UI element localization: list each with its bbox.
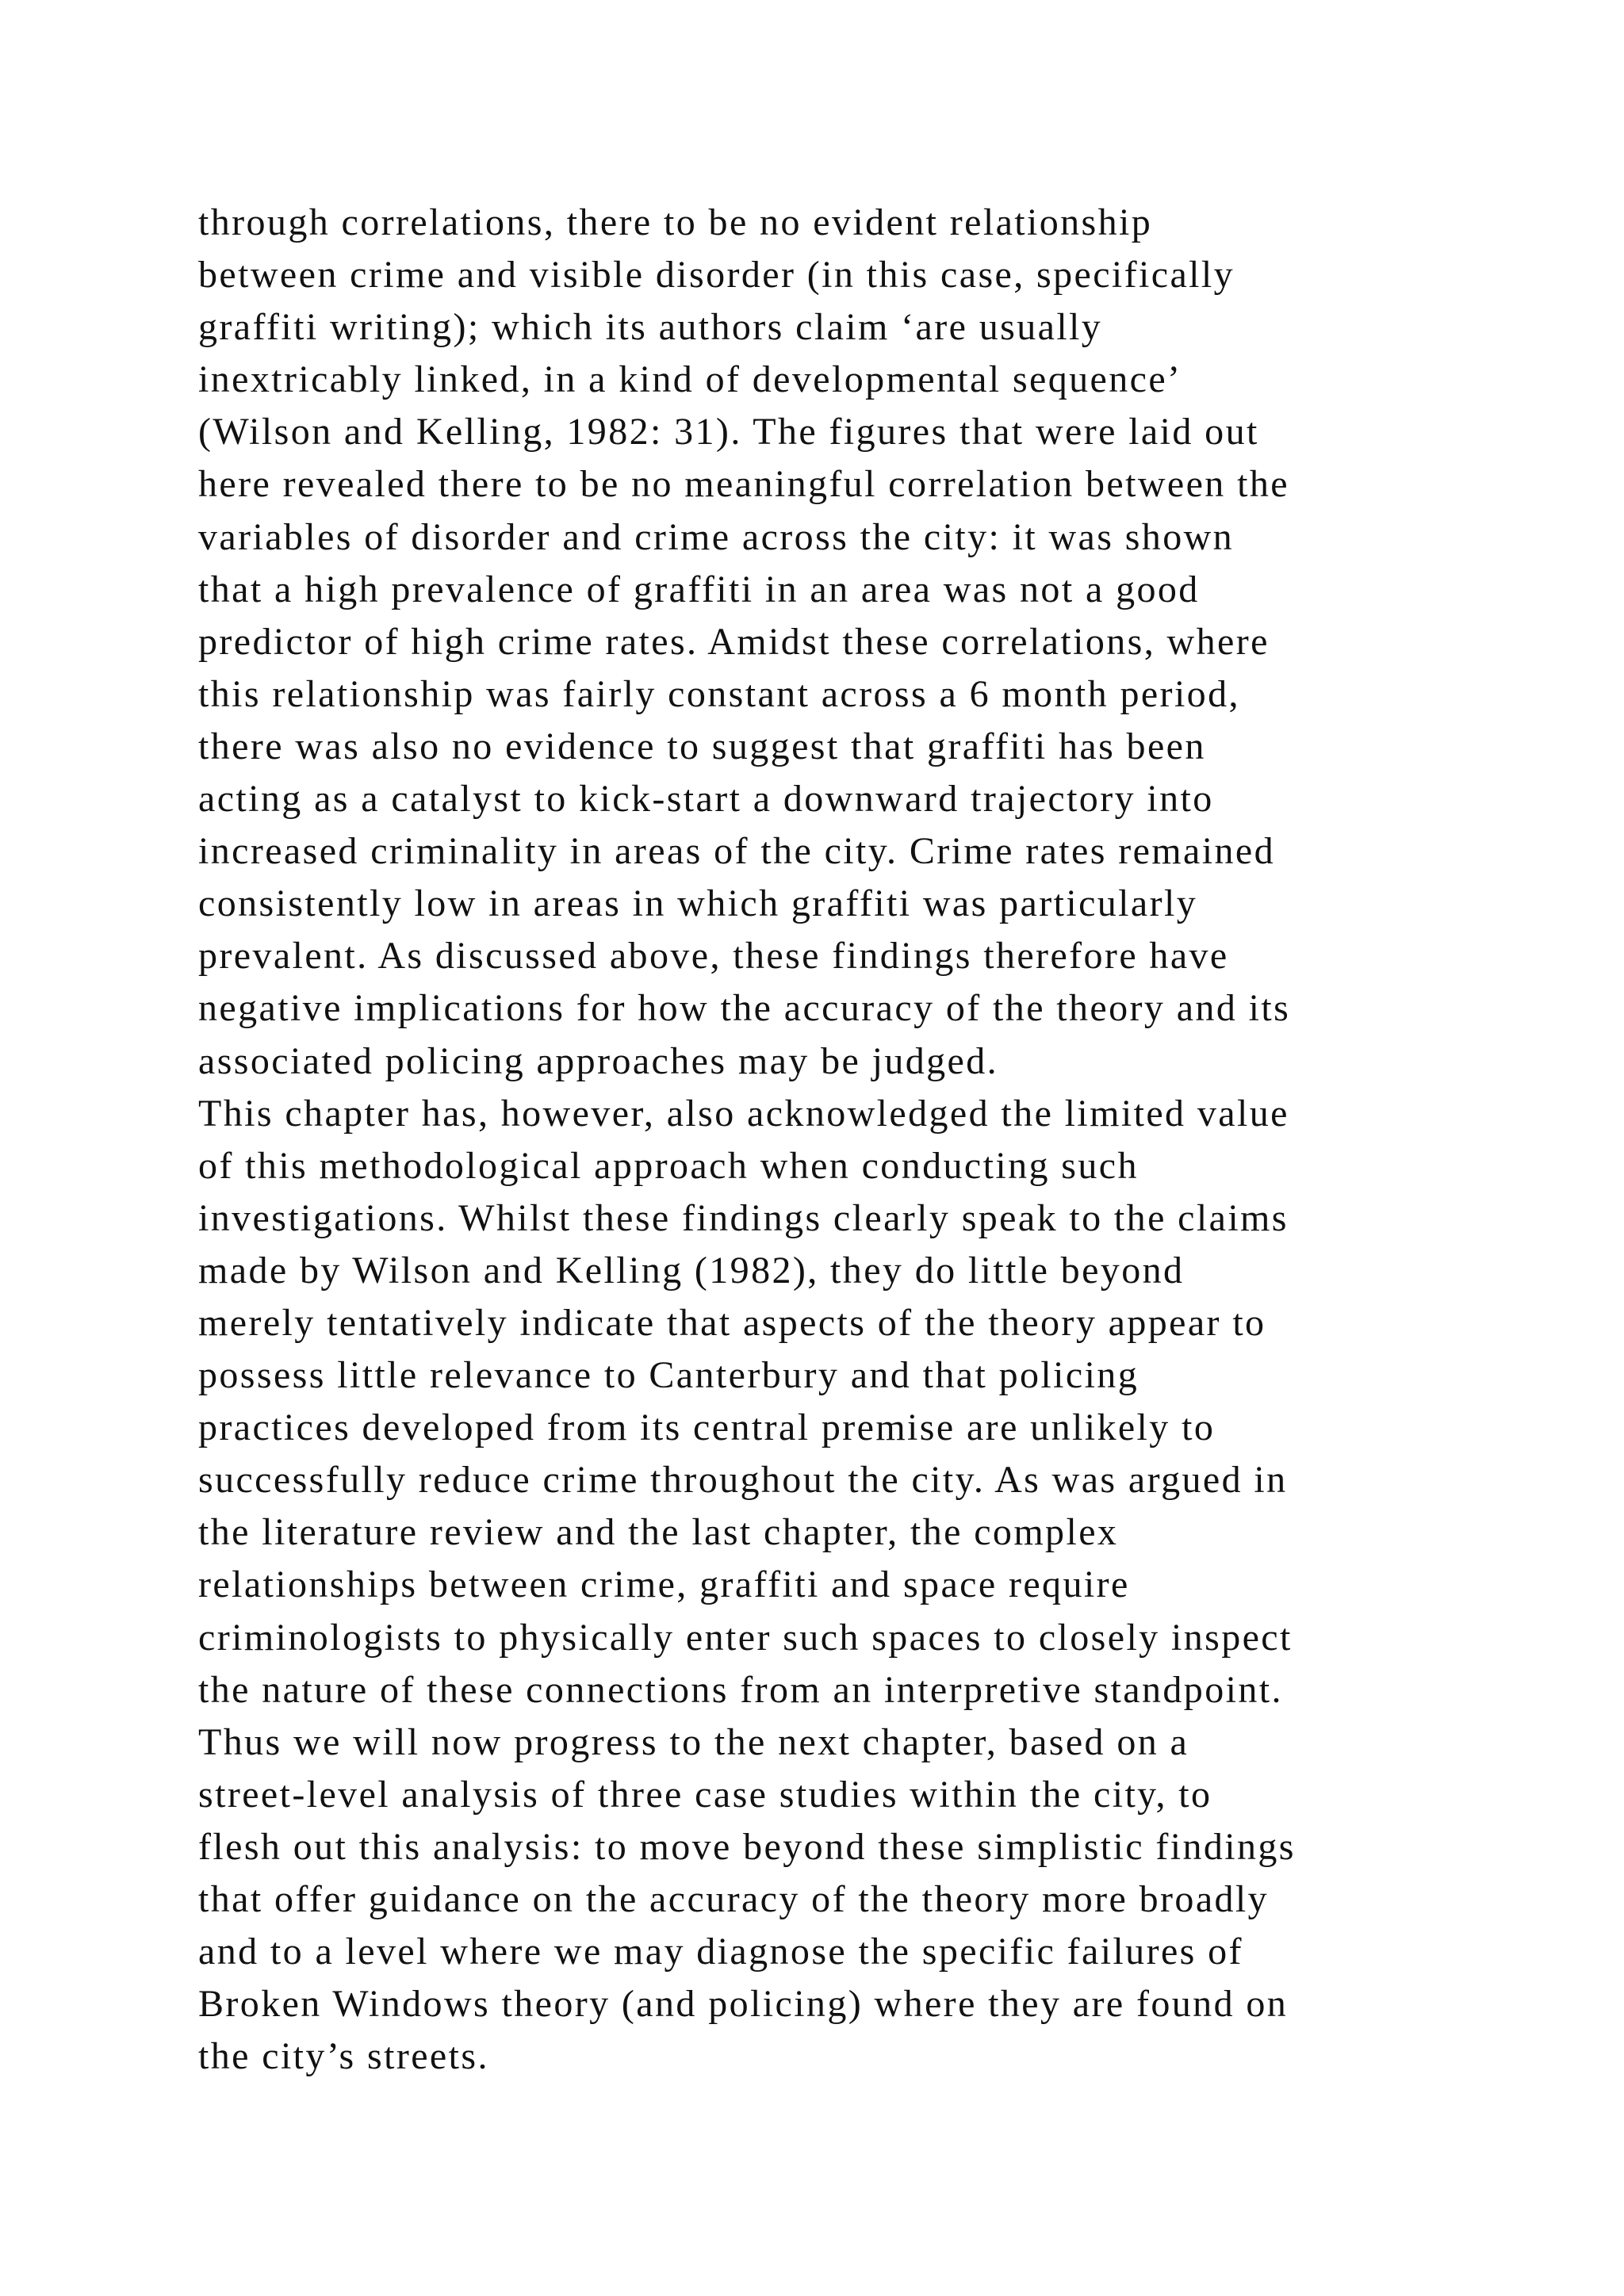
text-line: practices developed from its central premise are unlikely to bbox=[198, 1406, 1216, 1449]
text-line: predictor of high crime rates. Amidst these correlations, where bbox=[198, 620, 1270, 663]
text-line: that offer guidance on the accuracy of the theory more broadly bbox=[198, 1878, 1270, 1920]
text-line: the nature of these connections from an interpretive standpoint. bbox=[198, 1668, 1283, 1711]
text-line: relationships between crime, graffiti and space require bbox=[198, 1563, 1130, 1606]
text-line: criminologists to physically enter such spaces to closely inspect bbox=[198, 1616, 1293, 1659]
text-line: Thus we will now progress to the next chapter, based on a bbox=[198, 1720, 1189, 1763]
text-line: this relationship was fairly constant across a 6 month period, bbox=[198, 672, 1240, 715]
text-line: between crime and visible disorder (in this case, specifically bbox=[198, 254, 1235, 297]
text-line: (Wilson and Kelling, 1982: 31). The figures that were laid out bbox=[198, 411, 1259, 453]
text-line: through correlations, there to be no evident relationship bbox=[198, 201, 1153, 243]
text-line: made by Wilson and Kelling (1982), they do little beyond bbox=[198, 1249, 1185, 1292]
text-line: prevalent. As discussed above, these findings therefore have bbox=[198, 935, 1229, 978]
text-line: inextricably linked, in a kind of developmental sequence’ bbox=[198, 358, 1182, 401]
text-line: flesh out this analysis: to move beyond these simplistic findings bbox=[198, 1825, 1296, 1868]
text-line: that a high prevalence of graffiti in an area was not a good bbox=[198, 568, 1200, 610]
text-line: successfully reduce crime throughout the city. As was argued in bbox=[198, 1459, 1288, 1502]
text-line: merely tentatively indicate that aspects of the theory appear to bbox=[198, 1301, 1266, 1344]
body-text bbox=[198, 197, 1546, 2083]
text-line: and to a level where we may diagnose the specific failures of bbox=[198, 1931, 1243, 1973]
text-line: associated policing approaches may be judged. bbox=[198, 1039, 999, 1082]
text-line: acting as a catalyst to kick-start a downward trajectory into bbox=[198, 778, 1214, 821]
text-line: there was also no evidence to suggest that graffiti has been bbox=[198, 725, 1206, 767]
text-line: street-level analysis of three case studies within the city, to bbox=[198, 1773, 1212, 1816]
text-line: This chapter has, however, also acknowledged the limited value bbox=[198, 1092, 1289, 1135]
text-line: negative implications for how the accuracy of the theory and its bbox=[198, 987, 1291, 1030]
text-line: variables of disorder and crime across the city: it was shown bbox=[198, 515, 1235, 558]
text-line: increased criminality in areas of the city. Crime rates remained bbox=[198, 830, 1275, 873]
text-line: Broken Windows theory (and policing) where they are found on bbox=[198, 1983, 1289, 2026]
text-line: the city’s streets. bbox=[198, 2035, 489, 2078]
text-line: investigations. Whilst these findings clearly speak to the claims bbox=[198, 1196, 1289, 1239]
text-line: the literature review and the last chapter, the complex bbox=[198, 1511, 1119, 1554]
text-line: consistently low in areas in which graffiti was particularly bbox=[198, 882, 1198, 925]
text-line: possess little relevance to Canterbury and that policing bbox=[198, 1354, 1139, 1397]
text-line: of this methodological approach when conducting such bbox=[198, 1144, 1139, 1187]
text-line: here revealed there to be no meaningful correlation between the bbox=[198, 463, 1289, 506]
text-line: graffiti writing); which its authors claim ‘are usually bbox=[198, 306, 1103, 349]
